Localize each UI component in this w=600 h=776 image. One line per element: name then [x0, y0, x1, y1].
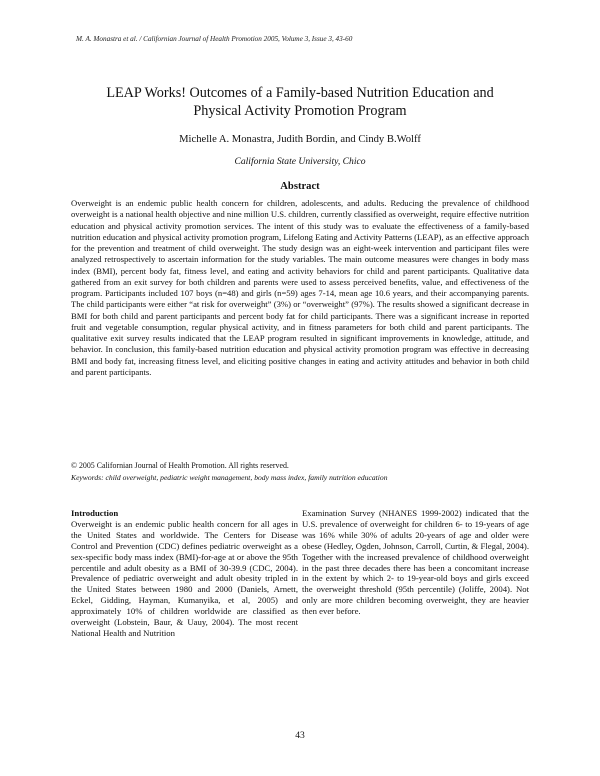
- introduction-paragraph-left: Overweight is an endemic public health concern for all ages in the United States and worldwide. The Centers for Disease Control and Prevention (CDC) defines pediatric overweight as a sex-specific body mass index (BMI)-for-age at or above the 95th percentile and adult obesity as a BMI of 30-39.9 (CDC, 2004). Prevalence of pediatric overweight and adult obesity tripled in the United States between 1980 and 2000 (Daniels, Arnett, Eckel, Gidding, Hayman, Kumanyika, et al, 2005) and approximately 10% of children worldwide are classified as overweight (Lobstein, Baur, & Uauy, 2004). The most recent National Health and Nutrition: [71, 518, 298, 638]
- page-number: 43: [295, 730, 305, 741]
- title-line-1: LEAP Works! Outcomes of a Family-based Nutrition Education and: [106, 85, 494, 101]
- running-head: M. A. Monastra et al. / Californian Journal of Health Promotion 2005, Volume 3, Issue 3, 43-60: [76, 35, 353, 43]
- article-title: [60, 85, 540, 120]
- column-left: [71, 508, 298, 639]
- introduction-heading: Introduction: [71, 508, 119, 518]
- copyright-notice: © 2005 Californian Journal of Health Promotion. All rights reserved.: [71, 461, 289, 470]
- author-list: Michelle A. Monastra, Judith Bordin, and Cindy B.Wolff: [179, 134, 421, 145]
- keywords: [71, 473, 388, 482]
- keywords-text: Keywords: child overweight, pediatric weight management, body mass index, family nutrition education: [71, 473, 388, 482]
- abstract-body: Overweight is an endemic public health concern for children, adolescents, and adults. Reducing the prevalence of childhood overweight is a national health objective and nine million U.S. children, currently classified as overweight, require effective nutrition education and physical activity promotion services. The intent of this study was to evaluate the effectiveness of a family-based nutrition education and physical activity promotion program, Lifelong Eating and Activity Patterns (LEAP), as an effective approach for the prevention and treatment of child overweight. The study design was an eight-week intervention and participant files were analyzed retrospectively to ascertain information for the study variables. The main outcome measures were changes in body mass index (BMI), percent body fat, fitness level, and eating and activity behaviors for child and parent participants. Qualitative data gathered from an exit survey for both children and parents were used to assess perceived benefits, value, and effectiveness of the program. Participants included 107 boys (n=48) and girls (n=59) ages 7-14, mean age 10.6 years, and their accompanying parents. The child participants were either “at risk for overweight” (3%) or “overweight” (97%). The results showed a significant decrease in BMI for both child and parent participants and percent body fat for child participants. There was a significant increase in reported fruit and vegetable consumption, regular physical activity, and in fitness parameters for both child and parent participants. The qualitative exit survey results indicated that the LEAP program resulted in significant improvements in knowledge, attitude, and behavior. In conclusion, this family-based nutrition education and physical activity promotion program was effective in decreasing BMI and body fat, increasing fitness level, and eliciting positive changes in eating and activity attitudes and behavior in both child and parent participants.: [71, 198, 529, 377]
- column-right: [302, 508, 529, 617]
- title-line-2: Physical Activity Promotion Program: [193, 102, 407, 119]
- affiliation: California State University, Chico: [234, 156, 366, 167]
- introduction-paragraph-right: Examination Survey (NHANES 1999-2002) indicated that the U.S. prevalence of overweight for children 6- to 19-years of age was 16% while 30% of adults 20-years of age and older were obese (Hedley, Ogden, Johnson, Carroll, Curtin, & Flegal, 2004). Together with the increased prevalence of childhood overweight in the past three decades there has been a concomitant increase in the extent by which 2- to 19-year-old boys and girls exceed the overweight threshold (95th percentile) (Joliffe, 2004). Not only are more children becoming overweight, they are heavier then ever before.: [302, 508, 529, 617]
- abstract-heading: Abstract: [280, 181, 320, 192]
